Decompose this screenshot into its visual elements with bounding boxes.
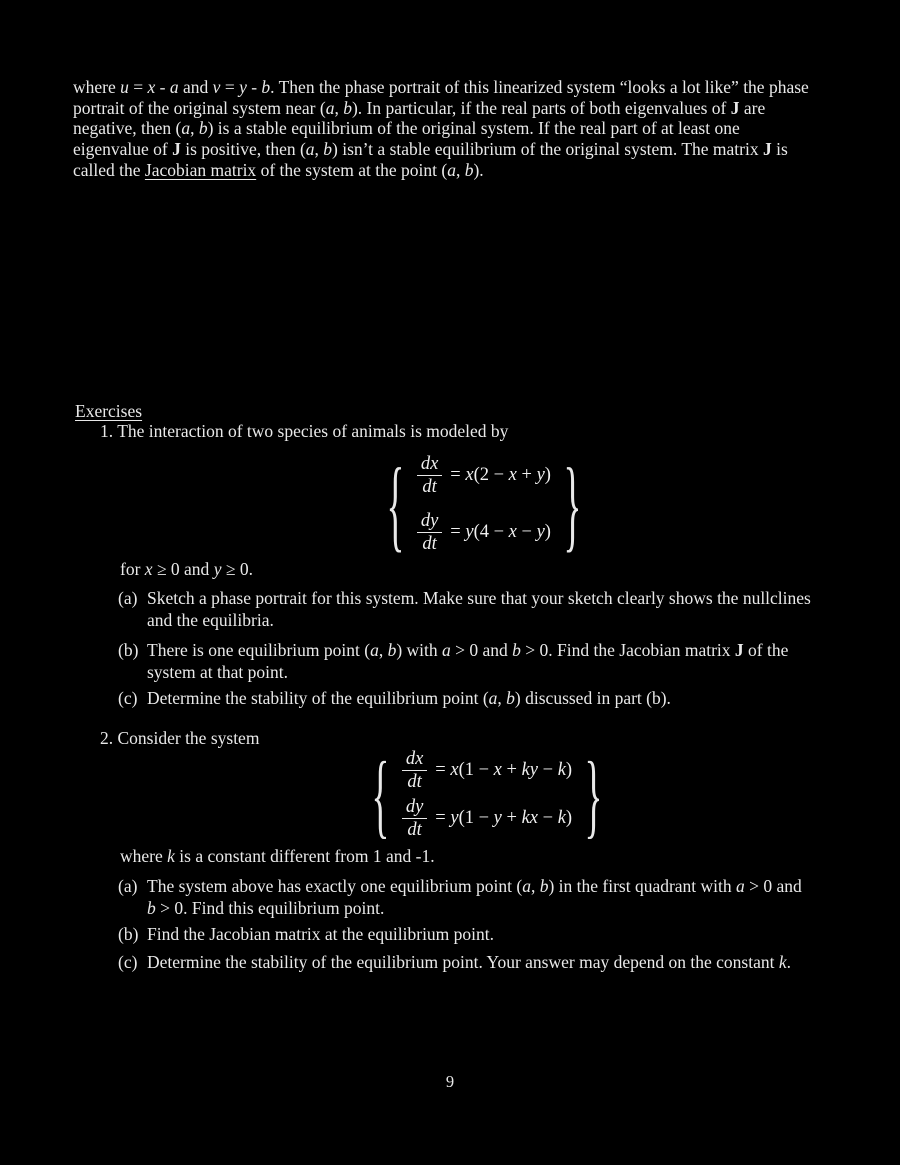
part-line: Sketch a phase portrait for this system. Make sure that your sketch clearly shows the nullclines xyxy=(147,588,811,608)
left-brace: { xyxy=(371,742,390,847)
part-label: (b) xyxy=(118,640,139,660)
intro-line: called the Jacobian matrix of the system at the point (a, b). xyxy=(73,159,484,180)
part-body xyxy=(147,923,494,945)
equation-rhs: = y(4 − x − y) xyxy=(450,522,551,542)
exercise-2-part-b xyxy=(118,923,494,945)
part-line: b > 0. Find this equilibrium point. xyxy=(147,898,385,918)
fraction-numerator: dx xyxy=(402,749,427,771)
domain-constraint-line: for x ≥ 0 and y ≥ 0. xyxy=(120,559,253,579)
part-line: Determine the stability of the equilibrium point (a, b) discussed in part (b). xyxy=(147,688,671,708)
exercise-1-part-a xyxy=(118,587,811,631)
part-line: Determine the stability of the equilibrium point. Your answer may depend on the constant k. xyxy=(147,952,791,972)
exercise-2-title-text: Consider the system xyxy=(117,728,260,748)
fraction-denominator: dt xyxy=(422,534,437,554)
equation-dx-dt xyxy=(417,454,551,497)
fraction-denominator: dt xyxy=(422,477,437,497)
equation-column xyxy=(417,454,551,554)
equation-system-2 xyxy=(366,742,608,847)
part-line: There is one equilibrium point (a, b) with a > 0 and b > 0. Find the Jacobian matrix J of the xyxy=(147,640,789,660)
equation-rhs: = x(1 − x + ky − k) xyxy=(435,760,573,780)
part-label: (c) xyxy=(118,952,138,972)
equation-dy-dt xyxy=(417,511,551,554)
equation-dy-dt xyxy=(402,797,572,840)
part-body xyxy=(147,587,811,631)
intro-line: where u = x - a and v = y - b. Then the phase portrait of this linearized system “looks a lot like” the phase xyxy=(73,77,809,97)
exercises-heading: Exercises xyxy=(75,401,143,421)
fraction-numerator: dy xyxy=(417,511,442,533)
part-label: (c) xyxy=(118,688,138,708)
exercise-1-heading xyxy=(100,421,508,442)
fraction-denominator: dt xyxy=(407,820,422,840)
part-line: and the equilibria. xyxy=(147,610,274,630)
part-body xyxy=(147,639,788,683)
intro-line: portrait of the original system near (a, b). In particular, if the real parts of both eigenvalues of J are xyxy=(73,97,766,118)
equation-rhs: = y(1 − y + kx − k) xyxy=(435,808,573,828)
equation-dx-dt xyxy=(402,749,572,792)
exercise-2-part-a xyxy=(118,875,802,919)
fraction-denominator: dt xyxy=(407,772,422,792)
part-line: The system above has exactly one equilibrium point (a, b) in the first quadrant with a > 0 and xyxy=(147,876,802,896)
exercise-1-number: 1. xyxy=(100,421,114,441)
part-label: (a) xyxy=(118,876,138,896)
intro-line: negative, then (a, b) is a stable equilibrium of the original system. If the real part of at least one xyxy=(73,118,740,139)
part-line: Find the Jacobian matrix at the equilibrium point. xyxy=(147,924,495,944)
k-constant-note-line: where k is a constant different from 1 and -1. xyxy=(120,846,435,866)
fraction-dy-dt xyxy=(402,797,427,840)
intro-paragraph xyxy=(73,77,809,181)
equation-system-1 xyxy=(381,447,587,561)
right-brace: } xyxy=(563,447,582,561)
exercise-1-title-text: The interaction of two species of animals is modeled by xyxy=(117,421,509,441)
fraction-dx-dt xyxy=(402,749,427,792)
part-body xyxy=(147,875,802,919)
part-line: system at that point. xyxy=(147,662,288,682)
exercise-2-part-c xyxy=(118,951,791,973)
part-body xyxy=(147,687,671,709)
part-label: (a) xyxy=(118,588,138,608)
fraction-dx-dt xyxy=(417,454,442,497)
exercise-1-part-c xyxy=(118,687,671,709)
left-brace: { xyxy=(386,447,405,561)
equation-column xyxy=(402,749,572,840)
equation-rhs: = x(2 − x + y) xyxy=(450,465,551,485)
exercise-1-part-b xyxy=(118,639,788,683)
intro-line: eigenvalue of J is positive, then (a, b) isn’t a stable equilibrium of the original system. The matrix J is xyxy=(73,139,788,160)
right-brace: } xyxy=(584,742,603,847)
page-number: 9 xyxy=(445,1072,455,1091)
fraction-numerator: dy xyxy=(402,797,427,819)
exercise-2-number: 2. xyxy=(100,728,114,748)
part-body xyxy=(147,951,791,973)
part-label: (b) xyxy=(118,924,139,944)
exercise-2-heading xyxy=(100,728,259,749)
fraction-numerator: dx xyxy=(417,454,442,476)
fraction-dy-dt xyxy=(417,511,442,554)
